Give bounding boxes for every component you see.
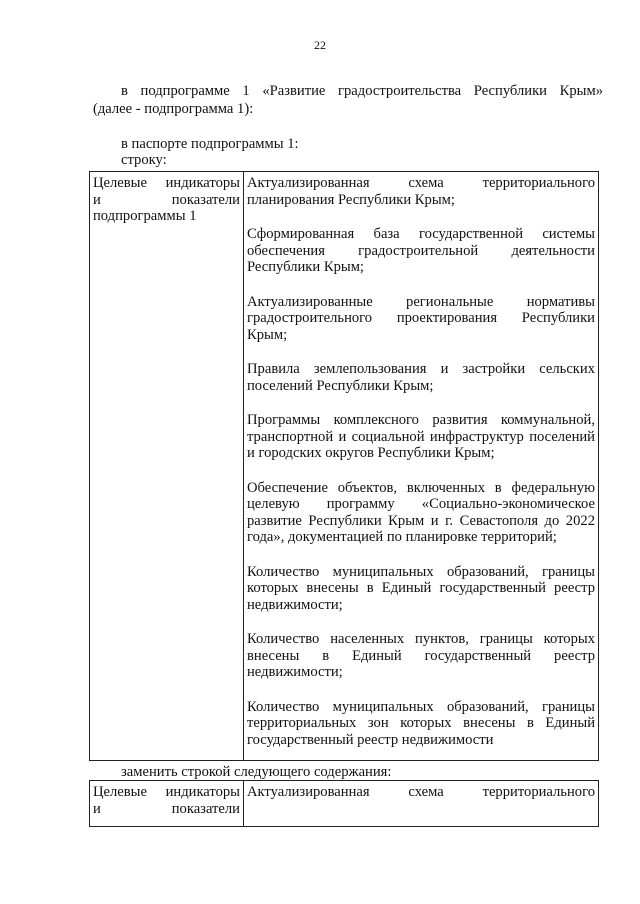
left-cell-line-1: Целевые индикаторы bbox=[93, 784, 240, 800]
table-left-cell bbox=[90, 781, 244, 827]
indicators-table-old bbox=[89, 171, 599, 761]
table-right-cell bbox=[244, 172, 599, 761]
left-cell-line-3: подпрограммы 1 bbox=[93, 208, 197, 224]
left-cell-line-2: и показатели bbox=[93, 191, 240, 208]
table-left-cell bbox=[90, 172, 244, 761]
indicator-item: Правила землепользования и застройки сельских поселений Республики Крым; bbox=[247, 361, 595, 394]
intro-line-2: (далее - подпрограмма 1): bbox=[93, 101, 254, 117]
indicator-item: Обеспечение объектов, включенных в федеральную целевую программу «Социально-экономическое развитие Республики Крым и г. Севастополя до 2022 года», документацией по планировке территорий; bbox=[247, 479, 595, 545]
indicator-item: Сформированная база государственной системы обеспечения градостроительной деятельности Республики Крым; bbox=[247, 226, 595, 275]
indicator-item: Программы комплексного развития коммунальной, транспортной и социальной инфраструктур поселений и городских округов Республики Крым; bbox=[247, 412, 595, 461]
replace-label: заменить строкой следующего содержания: bbox=[121, 764, 392, 780]
indicator-item: Актуализированные региональные нормативы градостроительного проектирования Республики Крым; bbox=[247, 293, 595, 343]
intro-line-1-text: в подпрограмме 1 «Развитие градостроительства Республики Крым» bbox=[121, 83, 603, 99]
page-number: 22 bbox=[314, 38, 326, 52]
left-cell-line-2: и показатели bbox=[93, 800, 240, 817]
indicator-item: Количество населенных пунктов, границы которых внесены в Единый государственный реестр недвижимости; bbox=[247, 631, 595, 680]
table-row bbox=[90, 172, 599, 761]
passport-label: в паспорте подпрограммы 1: bbox=[121, 136, 299, 152]
table-row bbox=[90, 781, 599, 827]
indicators-table-new bbox=[89, 780, 599, 827]
left-cell-line-1: Целевые индикаторы bbox=[93, 175, 240, 191]
indicator-item: Актуализированная схема территориального планирования Республики Крым; bbox=[247, 175, 595, 208]
intro-line-1 bbox=[93, 82, 603, 100]
indicator-item: Количество муниципальных образований, границы территориальных зон которых внесены в Единый государственный реестр недвижимости bbox=[247, 698, 595, 748]
row-label: строку: bbox=[121, 152, 167, 168]
indicator-item: Количество муниципальных образований, границы которых внесены в Единый государственный реестр недвижимости; bbox=[247, 563, 595, 613]
indicator-item: Актуализированная схема территориального bbox=[247, 784, 595, 800]
table-right-cell bbox=[244, 781, 599, 827]
